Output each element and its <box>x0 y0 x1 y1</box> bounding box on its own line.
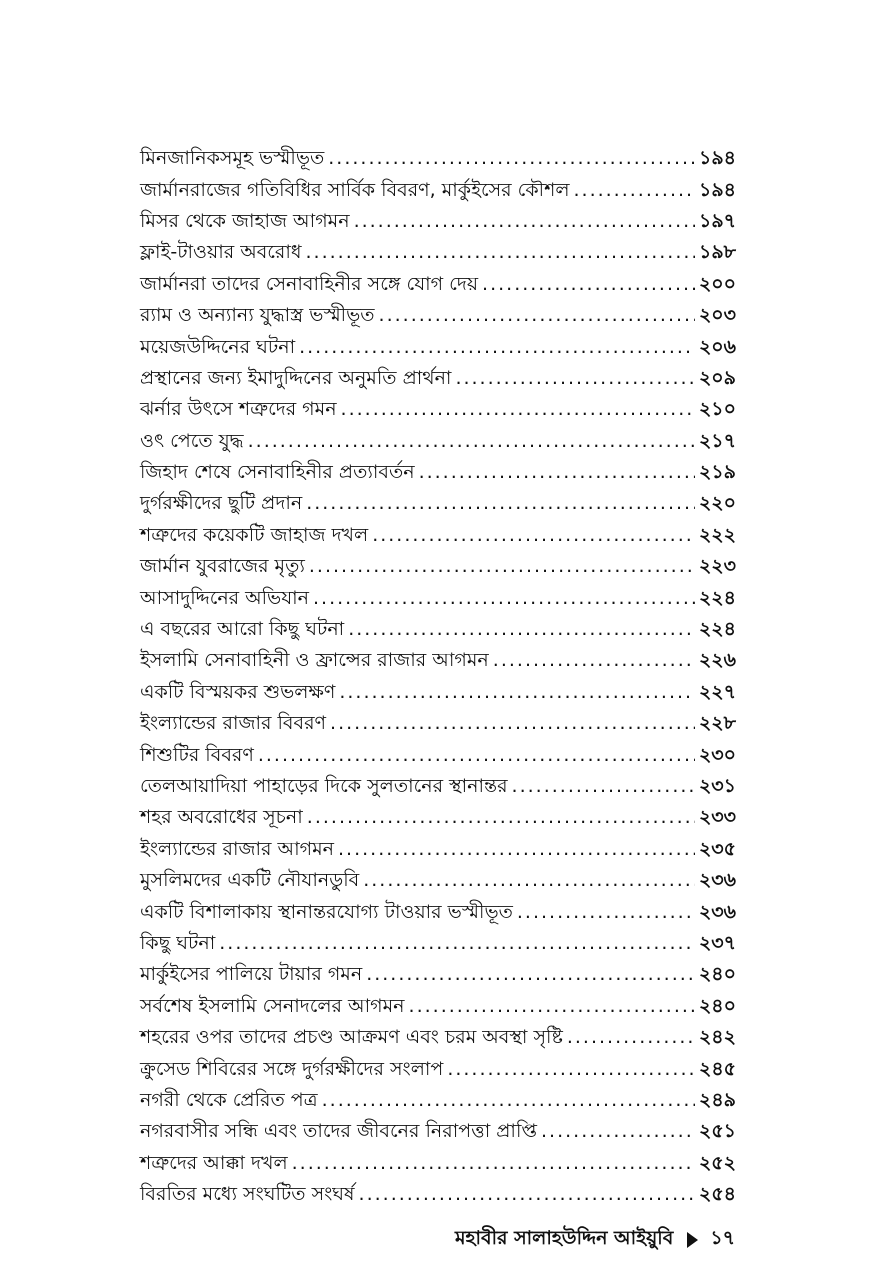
toc-entry-page: ২৩৩ <box>698 806 736 829</box>
dot-leader <box>219 934 695 953</box>
dot-leader <box>338 840 695 859</box>
toc-entry <box>140 1085 736 1116</box>
toc-entry-title: ময়েজউদ্দিনের ঘটনা <box>140 335 296 358</box>
dot-leader <box>348 620 695 639</box>
dot-leader <box>313 589 695 608</box>
toc-entry-page: ১৯৪ <box>699 147 736 170</box>
toc-entry-title: শিশুটির বিবরণ <box>140 743 254 766</box>
toc-entry-title: বিরতির মধ্যে সংঘটিত সংঘর্ষ <box>140 1183 355 1206</box>
toc-entry-page: ২২৮ <box>698 712 736 735</box>
dot-leader <box>322 1091 695 1110</box>
dot-leader <box>292 1154 695 1173</box>
toc-entry-title: ইংল্যান্ডের রাজার বিবরণ <box>140 712 327 735</box>
toc-entry-page: ২৪২ <box>698 1026 736 1049</box>
toc-entry-title: আসাদুদ্দিনের অভিযান <box>140 586 310 609</box>
toc-entry-title: ওৎ পেতে যুদ্ধ <box>140 429 244 452</box>
dot-leader <box>419 463 695 482</box>
dot-leader <box>517 903 695 922</box>
toc-entry-title: ইংল্যান্ডের রাজার আগমন <box>140 837 334 860</box>
dot-leader <box>455 369 695 388</box>
dot-leader <box>309 557 695 576</box>
toc-entry-title: সর্বশেষ ইসলামি সেনাদলের আগমন <box>140 994 405 1017</box>
dot-leader <box>409 997 695 1016</box>
toc-entry <box>140 394 736 425</box>
toc-entry-title: মুসলিমদের একটি নৌযানডুবি <box>140 869 360 892</box>
toc-entry-title: ফ্লাই-টাওয়ার অবরোধ <box>140 241 302 264</box>
dot-leader <box>307 808 695 827</box>
page-number: ১৭ <box>710 1227 735 1249</box>
toc-entry-title: শহর অবরোধের সূচনা <box>140 806 303 829</box>
toc-entry-page: ২১০ <box>698 398 736 421</box>
dot-leader <box>541 1122 695 1141</box>
toc-entry <box>140 582 736 613</box>
toc-entry-page: ২৪৯ <box>698 1088 736 1111</box>
dot-leader <box>363 871 695 890</box>
toc-entry-page: ২০৬ <box>698 335 736 358</box>
toc-entry <box>140 928 736 959</box>
toc-entry-title: দুর্গরক্ষীদের ছুটি প্রদান <box>140 492 303 515</box>
toc-entry-page: ২২৪ <box>698 586 736 609</box>
toc-entry-title: ক্রুসেড শিবিরের সঙ্গে দুর্গরক্ষীদের সংলাপ <box>140 1057 444 1080</box>
toc-entry-page: ২২৭ <box>698 680 736 703</box>
toc-entry <box>140 771 736 802</box>
toc-entry-page: ২০৯ <box>698 366 736 389</box>
dot-leader <box>328 149 695 168</box>
toc-entry-page: ২২২ <box>698 523 736 546</box>
toc-entry-page: ২৩০ <box>698 743 736 766</box>
toc-entry-page: ১৯৪ <box>699 178 736 201</box>
toc-entry <box>140 331 736 362</box>
toc-entry-title: এ বছরের আরো কিছু ঘটনা <box>140 618 345 641</box>
toc-entry-page: ২০৩ <box>698 304 736 327</box>
dot-leader <box>299 338 695 357</box>
toc-entry-page: ২৩৬ <box>698 869 736 892</box>
toc-entry-title: ইসলামি সেনাবাহিনী ও ফ্রান্সের রাজার আগমন <box>140 649 489 672</box>
toc-entry-title: জার্মান যুবরাজের মৃত্যু <box>140 555 305 578</box>
dot-leader <box>258 746 695 765</box>
toc-entry <box>140 206 736 237</box>
toc-entry-title: প্রস্থানের জন্য ইমাদুদ্দিনের অনুমতি প্রার্থনা <box>140 366 452 389</box>
table-of-contents <box>140 143 736 1210</box>
dot-leader <box>573 181 695 200</box>
toc-entry-page: ২২৩ <box>698 555 736 578</box>
toc-entry-title: একটি বিশালাকায় স্থানান্তরযোগ্য টাওয়ার ভস্মীভূত <box>140 900 513 923</box>
toc-entry <box>140 865 736 896</box>
toc-entry <box>140 896 736 927</box>
toc-entry-title: একটি বিস্ময়কর শুভলক্ষণ <box>140 680 336 703</box>
toc-entry-title: কিছু ঘটনা <box>140 931 216 954</box>
dot-leader <box>482 275 695 294</box>
triangle-right-icon <box>687 1232 698 1248</box>
toc-entry <box>140 1148 736 1179</box>
toc-entry <box>140 1116 736 1147</box>
toc-entry-page: ২২০ <box>698 492 736 515</box>
toc-entry <box>140 677 736 708</box>
toc-entry-title: র‍্যাম ও অন্যান্য যুদ্ধাস্ত্র ভস্মীভূত <box>140 304 375 327</box>
toc-entry <box>140 959 736 990</box>
toc-entry <box>140 488 736 519</box>
toc-entry-page: ২১৭ <box>698 429 736 452</box>
toc-entry-page: ২৩৭ <box>698 931 736 954</box>
dot-leader <box>306 243 695 262</box>
toc-entry-page: ২৫৪ <box>698 1183 736 1206</box>
toc-entry <box>140 834 736 865</box>
dot-leader <box>567 1028 695 1047</box>
dot-leader <box>493 651 695 670</box>
toc-entry <box>140 739 736 770</box>
dot-leader <box>306 494 695 513</box>
toc-entry-title: তেলআয়াদিয়া পাহাড়ের দিকে সুলতানের স্থানান্তর <box>140 775 508 797</box>
toc-entry-page: ২১৯ <box>698 461 736 484</box>
running-footer <box>455 1224 735 1256</box>
dot-leader <box>512 777 695 796</box>
dot-leader <box>447 1060 695 1079</box>
toc-entry-title: শহরের ওপর তাদের প্রচণ্ড আক্রমণ এবং চরম অবস্থা সৃষ্টি <box>140 1026 563 1049</box>
toc-entry <box>140 1053 736 1084</box>
toc-entry-title: মিসর থেকে জাহাজ আগমন <box>140 209 350 232</box>
toc-entry <box>140 300 736 331</box>
toc-entry-page: ২৩৬ <box>698 900 736 923</box>
toc-entry-title: জিহাদ শেষে সেনাবাহিনীর প্রত্যাবর্তন <box>140 461 415 484</box>
toc-entry <box>140 143 736 174</box>
toc-entry-title: মিনজানিকসমূহ ভস্মীভূত <box>140 147 325 170</box>
toc-entry <box>140 269 736 300</box>
toc-entry-page: ২৪০ <box>698 963 736 986</box>
toc-entry-page: ১৯৭ <box>698 209 736 232</box>
toc-entry <box>140 991 736 1022</box>
toc-entry <box>140 426 736 457</box>
toc-entry-page: ২২৪ <box>698 618 736 641</box>
dot-leader <box>372 526 695 545</box>
toc-entry-title: নগরবাসীর সন্ধি এবং তাদের জীবনের নিরাপত্তা প্রাপ্তি <box>140 1120 537 1143</box>
book-title: মহাবীর সালাহউদ্দিন আইয়ুবি <box>454 1227 674 1249</box>
toc-entry-title: জার্মানরা তাদের সেনাবাহিনীর সঙ্গে যোগ দেয় <box>140 272 479 295</box>
toc-entry-page: ২০০ <box>698 272 736 295</box>
toc-entry-title: জার্মানরাজের গতিবিধির সার্বিক বিবরণ, মার্কুইসের কৌশল <box>140 178 570 201</box>
toc-entry <box>140 614 736 645</box>
toc-entry-page: ২৫১ <box>698 1120 736 1143</box>
toc-entry <box>140 551 736 582</box>
dot-leader <box>366 965 695 984</box>
toc-entry <box>140 1179 736 1210</box>
dot-leader <box>330 714 695 733</box>
dot-leader <box>339 683 695 702</box>
toc-entry-page: ২২৬ <box>698 649 736 672</box>
dot-leader <box>341 400 695 419</box>
toc-entry <box>140 457 736 488</box>
toc-entry-page: ২৪০ <box>698 994 736 1017</box>
toc-entry <box>140 520 736 551</box>
toc-entry <box>140 174 736 205</box>
toc-entry-page: ২৫২ <box>698 1151 736 1174</box>
toc-entry <box>140 802 736 833</box>
toc-entry-page: ১৯৮ <box>699 241 736 264</box>
toc-entry <box>140 1022 736 1053</box>
dot-leader <box>248 432 695 451</box>
toc-entry-title: ঝর্নার উৎসে শত্রুদের গমন <box>140 398 337 421</box>
toc-entry <box>140 645 736 676</box>
dot-leader <box>354 212 695 231</box>
toc-entry-title: নগরী থেকে প্রেরিত পত্র <box>140 1088 318 1111</box>
toc-entry-title: শত্রুদের কয়েকটি জাহাজ দখল <box>140 523 369 546</box>
toc-entry-page: ২৩১ <box>698 775 736 797</box>
toc-entry-page: ২৩৫ <box>698 837 736 860</box>
toc-entry <box>140 708 736 739</box>
toc-entry-page: ২৪৫ <box>698 1057 736 1080</box>
dot-leader <box>359 1185 695 1204</box>
toc-entry <box>140 363 736 394</box>
toc-entry <box>140 237 736 268</box>
toc-entry-title: মার্কুইসের পালিয়ে টায়ার গমন <box>140 963 363 986</box>
toc-entry-title: শত্রুদের আক্কা দখল <box>140 1151 288 1174</box>
dot-leader <box>379 306 695 325</box>
